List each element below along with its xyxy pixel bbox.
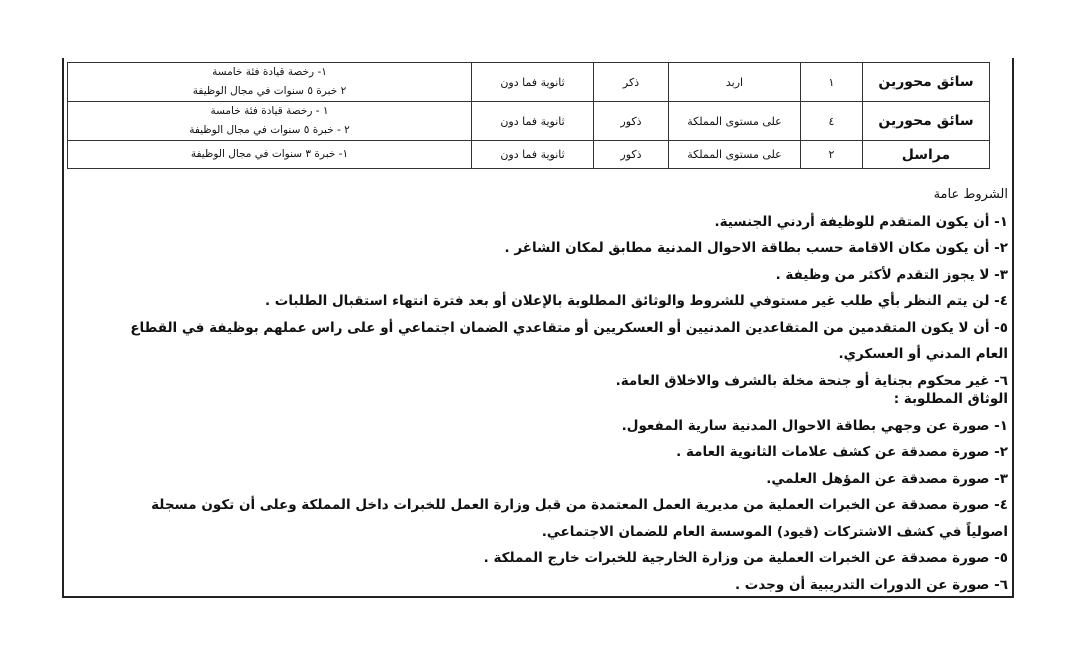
document-item: اصولياً في كشف الاشتركات (قيود) الموسسة العام للضمان الاجتماعي. (541, 523, 1008, 540)
job-title: سائق محورين (863, 63, 990, 102)
job-qualifications (68, 102, 472, 141)
table-row (68, 141, 990, 169)
job-location: على مستوى المملكة (669, 102, 801, 141)
qualification-line: ١- رخصة قيادة فئة خامسة (212, 66, 327, 78)
required-documents-heading: الوثاق المطلوبة : (893, 391, 1008, 407)
condition-item: ١- أن يكون المتقدم للوظيفة أردني الجنسية. (714, 213, 1008, 230)
qualification-line: ١- خبرة ٣ سنوات في مجال الوظيفة (190, 148, 349, 160)
document-item: ٦- صورة عن الدورات التدريبية أن وجدت . (734, 576, 1008, 593)
table-row (68, 63, 990, 102)
document-item: ٣- صورة مصدقة عن المؤهل العلمي. (766, 470, 1008, 487)
job-location: اربد (669, 63, 801, 102)
job-education: ثانوية فما دون (472, 102, 594, 141)
job-gender: ذكور (594, 102, 669, 141)
job-title: سائق محورين (863, 102, 990, 141)
job-gender: ذكر (594, 63, 669, 102)
job-location: على مستوى المملكة (669, 141, 801, 169)
job-count: ٢ (801, 141, 863, 169)
condition-item: ٥- أن لا يكون المتقدمين من المتقاعدين المدنيين أو العسكريين أو متقاعدي الضمان اجتماعي أو على راس عملهم بوظيفة في القطاع (130, 319, 1008, 336)
required-documents (78, 386, 1008, 598)
document-item: ٢- صورة مصدقة عن كشف علامات الثانوية العامة . (676, 444, 1008, 460)
document-item: ١- صورة عن وجهي بطاقة الاحوال المدنية سارية المفعول. (621, 417, 1008, 434)
condition-item: ٤- لن يتم النظر بأي طلب غير مستوفي للشروط والوثائق المطلوبة بالإعلان أو بعد فترة انتهاء استقبال الطلبات . (264, 293, 1008, 309)
condition-item: ٢- أن يكون مكان الاقامة حسب بطاقة الاحوال المدنية مطابق لمكان الشاغر . (504, 240, 1008, 256)
document-item: ٥- صورة مصدقة عن الخبرات العملية من وزارة الخارجية للخبرات خارج المملكة . (483, 550, 1008, 566)
qualification-line: ١ - رخصة قيادة فئة خامسة (210, 105, 329, 117)
document-item: ٤- صورة مصدقة عن الخبرات العملية من مديرية العمل المعتمدة من قبل وزارة العمل للخبرات داخل المملكة وعلى أن تكون مسجلة (151, 497, 1008, 513)
condition-item: العام المدني أو العسكري. (838, 346, 1008, 362)
general-conditions (78, 182, 1008, 394)
qualification-line: ٢ - خبرة ٥ سنوات في مجال الوظيفة (189, 124, 350, 136)
job-count: ٤ (801, 102, 863, 141)
job-count: ١ (801, 63, 863, 102)
jobs-table (67, 62, 990, 169)
job-education: ثانوية فما دون (472, 63, 594, 102)
job-education: ثانوية فما دون (472, 141, 594, 169)
qualification-line: ٢ خبرة ٥ سنوات في مجال الوظيفة (192, 85, 347, 97)
job-qualifications (68, 63, 472, 102)
job-gender: ذكور (594, 141, 669, 169)
job-title: مراسل (863, 141, 990, 169)
condition-item: ٣- لا يجوز التقدم لأكثر من وظيفة . (775, 266, 1008, 283)
job-qualifications (68, 141, 472, 169)
general-conditions-heading: الشروط عامة (933, 187, 1008, 202)
table-row (68, 102, 990, 141)
condition-item: ٦- غير محكوم بجناية أو جنحة مخلة بالشرف والاخلاق العامة. (615, 372, 1008, 389)
